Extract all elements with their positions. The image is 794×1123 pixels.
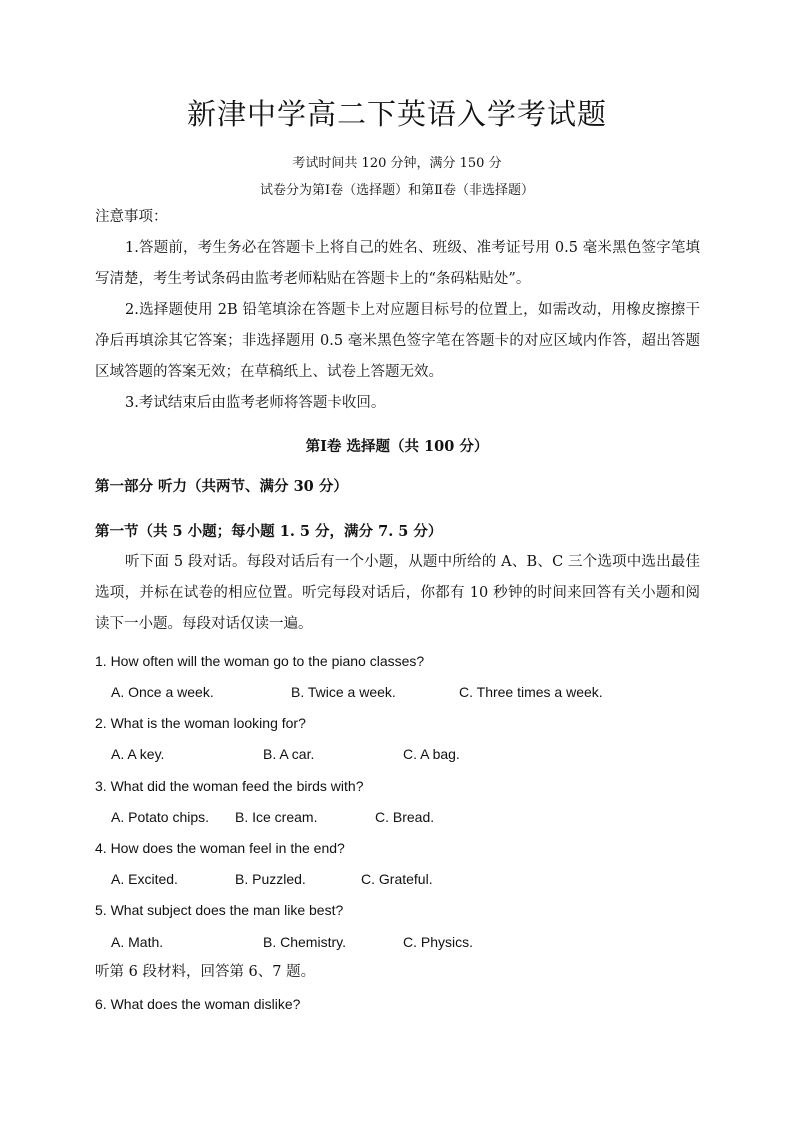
note-2: 2.选择题使用 2B 铅笔填涂在答题卡上对应题目标号的位置上，如需改动，用橡皮擦擦干净后再填涂其它答案；非选择题用 0.5 毫米黑色签字笔在答题卡的对应区域内作答，超出答题区域答题的答案无效；在草稿纸上、试卷上答题无效。 <box>95 302 700 380</box>
question-2-option-b: B. A car. <box>263 746 315 762</box>
question-2-option-a: A. A key. <box>111 746 165 762</box>
question-3-option-b: B. Ice cream. <box>235 809 318 825</box>
question-4-option-a: A. Excited. <box>111 871 178 887</box>
question-4-option-b: B. Puzzled. <box>235 871 306 887</box>
part1-heading: 第一部分 听力（共两节、满分 30 分） <box>95 478 348 495</box>
section1-instructions: 听下面 5 段对话。每段对话后有一个小题，从题中所给的 A、B、C 三个选项中选出最佳选项，并标在试卷的相应位置。听完每段对话后，你都有 10 秒钟的时间来回答有关小题和阅读下一小题。每段对话仅读一遍。 <box>95 554 700 632</box>
section1-heading: 第一节（共 5 小题；每小题 1. 5 分，满分 7. 5 分） <box>95 523 443 540</box>
paper-structure-info: 试卷分为第Ⅰ卷（选择题）和第Ⅱ卷（非选择题） <box>260 183 534 198</box>
material-6-heading: 听第 6 段材料，回答第 6、7 题。 <box>95 964 316 980</box>
exam-time-info: 考试时间共 120 分钟，满分 150 分 <box>292 156 502 171</box>
question-2: 2. What is the woman looking for? <box>95 715 306 731</box>
notes-heading: 注意事项： <box>95 209 168 225</box>
note-3: 3.考试结束后由监考老师将答题卡收回。 <box>125 395 386 411</box>
question-5-option-b: B. Chemistry. <box>263 934 346 950</box>
note-1: 1.答题前，考生务必在答题卡上将自己的姓名、班级、准考证号用 0.5 毫米黑色签字笔填写清楚，考生考试条码由监考老师粘贴在答题卡上的“条码粘贴处”。 <box>95 240 700 287</box>
question-1-option-a: A. Once a week. <box>111 684 214 700</box>
question-1-option-c: C. Three times a week. <box>459 684 603 700</box>
question-3: 3. What did the woman feed the birds with? <box>95 778 364 794</box>
question-1: 1. How often will the woman go to the piano classes? <box>95 653 425 669</box>
question-4: 4. How does the woman feel in the end? <box>95 840 345 856</box>
question-6: 6. What does the woman dislike? <box>95 996 301 1012</box>
exam-title: 新津中学高二下英语入学考试题 <box>186 97 607 131</box>
question-1-option-b: B. Twice a week. <box>291 684 396 700</box>
question-2-option-c: C. A bag. <box>403 746 460 762</box>
question-3-option-c: C. Bread. <box>375 809 435 825</box>
question-3-option-a: A. Potato chips. <box>111 809 210 825</box>
question-5: 5. What subject does the man like best? <box>95 902 344 918</box>
question-4-option-c: C. Grateful. <box>361 871 433 887</box>
section-title: 第Ⅰ卷 选择题（共 100 分） <box>305 438 489 455</box>
question-5-option-a: A. Math. <box>111 934 164 950</box>
question-5-option-c: C. Physics. <box>403 934 474 950</box>
